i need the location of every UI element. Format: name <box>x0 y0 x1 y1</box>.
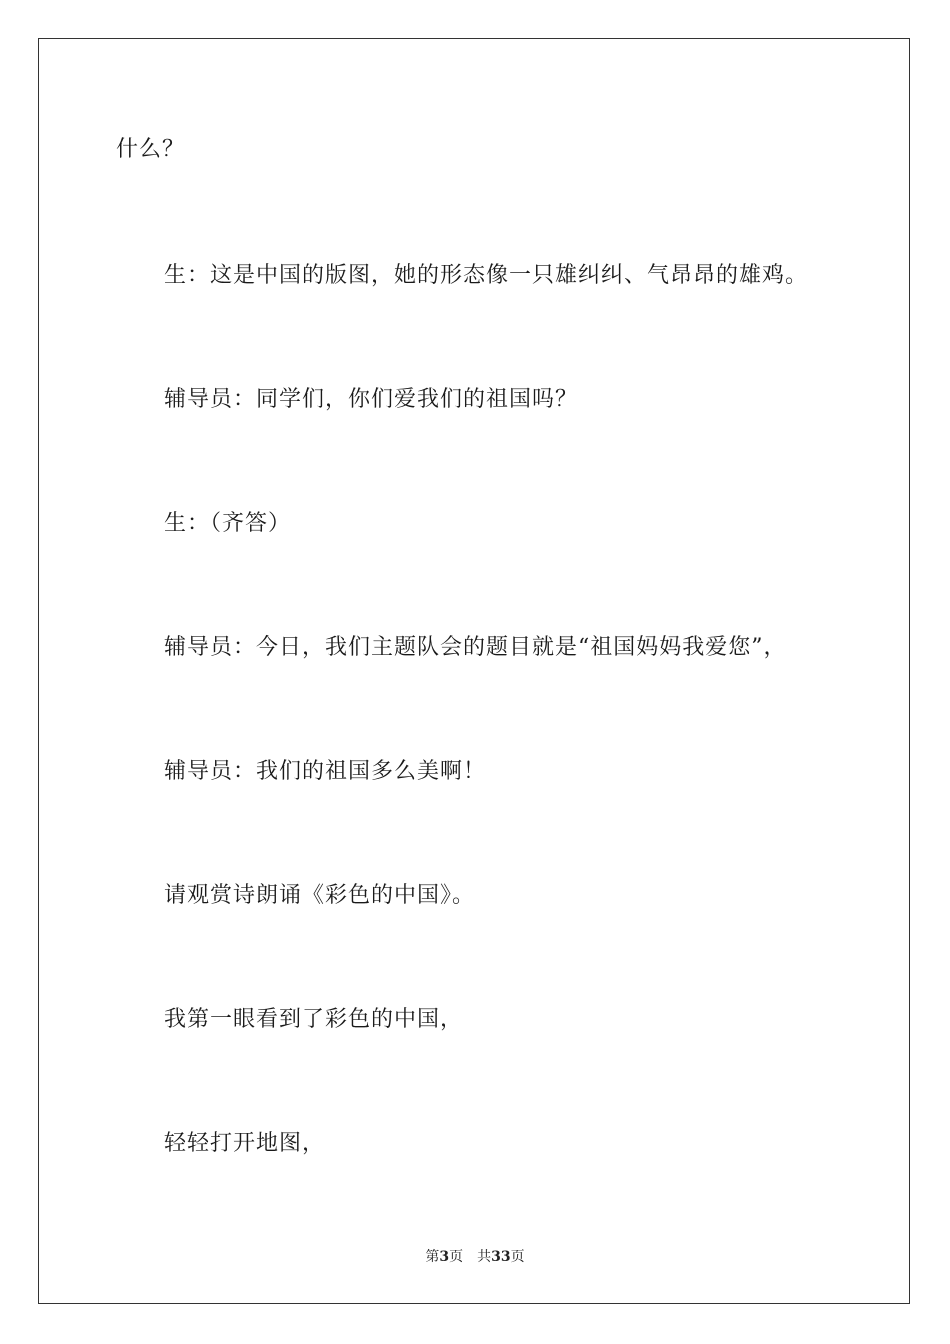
footer-total-suffix: 页 <box>510 1249 525 1265</box>
text-line-4: 生：（齐答） <box>164 511 292 536</box>
text-line-1: 什么？ <box>116 137 186 162</box>
text-line-9: 轻轻打开地图， <box>164 1131 326 1156</box>
footer-total-pages: 33 <box>491 1249 511 1265</box>
text-line-5: 辅导员：今日，我们主题队会的题目就是“祖国妈妈我爱您”， <box>164 635 787 660</box>
page-border <box>38 38 910 1304</box>
footer-page-number: 3 <box>439 1249 450 1265</box>
text-line-6: 辅导员：我们的祖国多么美啊！ <box>164 759 487 784</box>
footer-page-suffix: 页 <box>449 1249 464 1265</box>
page-footer <box>0 1248 950 1266</box>
footer-total-prefix: 共 <box>477 1249 492 1265</box>
text-line-8: 我第一眼看到了彩色的中国， <box>164 1007 464 1032</box>
footer-page-prefix: 第 <box>425 1249 440 1265</box>
text-line-7: 请观赏诗朗诵《彩色的中国》。 <box>164 883 476 908</box>
text-line-3: 辅导员：同学们，你们爱我们的祖国吗？ <box>164 387 579 412</box>
text-line-2: 生：这是中国的版图，她的形态像一只雄纠纠、气昂昂的雄鸡。 <box>164 263 809 288</box>
